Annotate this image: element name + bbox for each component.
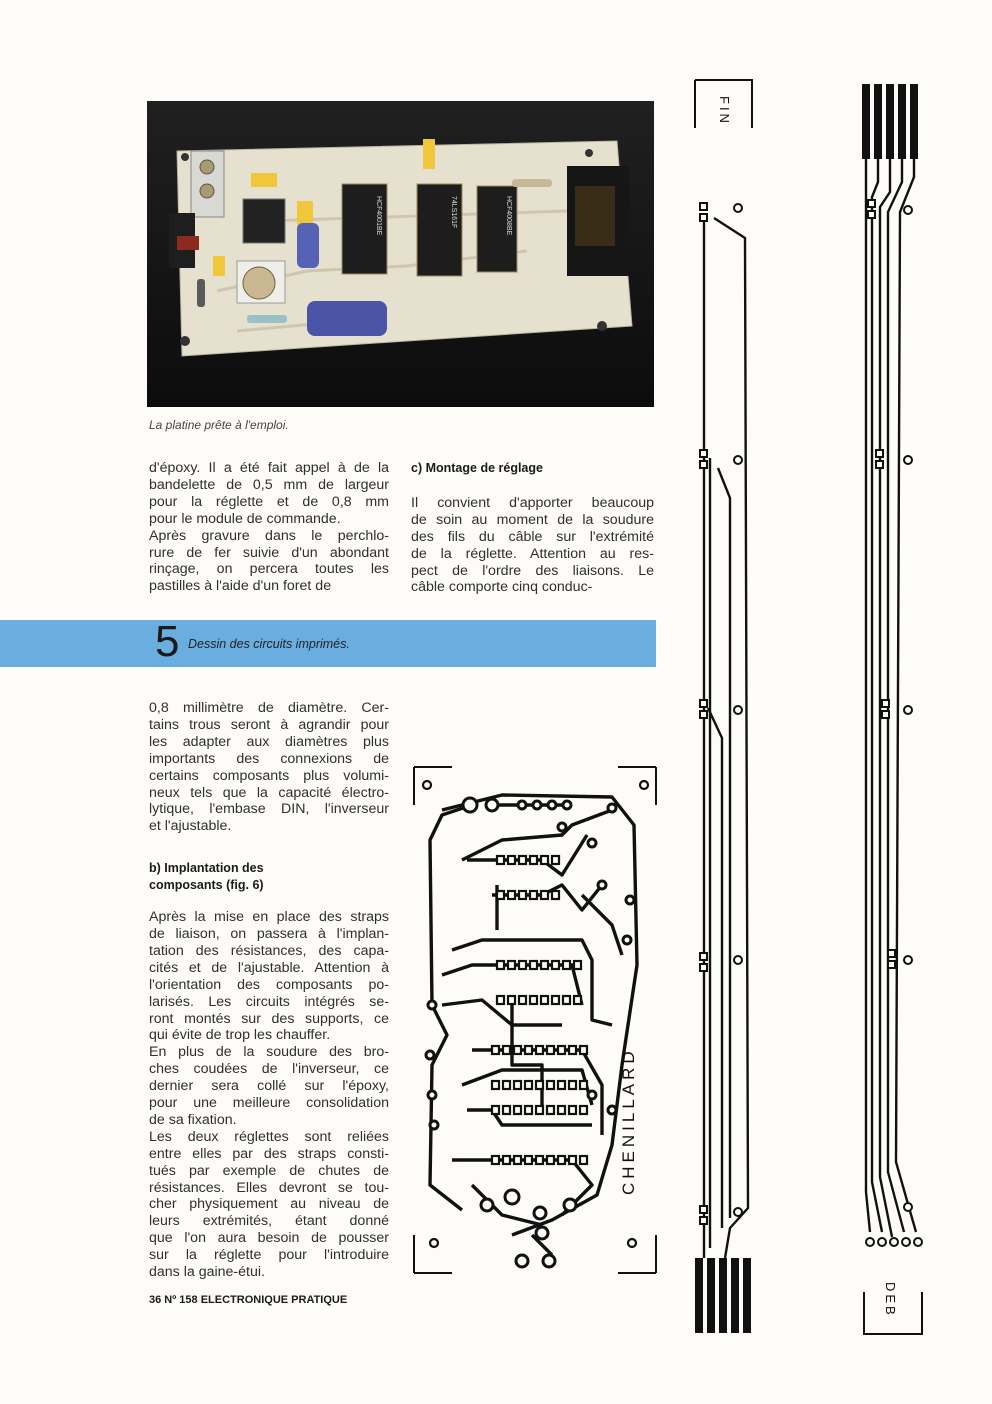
pcb-pad bbox=[552, 961, 559, 969]
section-heading-b-2: composants (fig. 6) bbox=[149, 878, 264, 893]
pcb-pad bbox=[563, 961, 570, 969]
text-line: neux tels que la capacité électro- bbox=[149, 784, 389, 801]
pcb-pad bbox=[525, 1046, 532, 1054]
pcb-pad bbox=[574, 996, 581, 1004]
text-line: tation des résistances, des capa- bbox=[149, 942, 389, 959]
pcb-pad bbox=[530, 891, 537, 899]
pcb-pad bbox=[519, 961, 526, 969]
pcb-pad bbox=[558, 1156, 565, 1164]
text-line: larisés. Les circuits intégrés se- bbox=[149, 993, 389, 1010]
text-line: d'époxy. Il a été fait appel à de la bbox=[149, 460, 389, 476]
text-line: dernier sera collé sur l'époxy, bbox=[149, 1078, 389, 1095]
chip-label-1: HCF4001BE bbox=[375, 196, 382, 236]
text-line: Après la mise en place des straps bbox=[149, 909, 389, 926]
pcb-command-module bbox=[412, 765, 660, 1275]
pcb-pad bbox=[547, 1106, 554, 1114]
pcb-pad bbox=[569, 1081, 576, 1089]
pcb-pad bbox=[514, 1106, 521, 1114]
pcb-pad bbox=[503, 1106, 510, 1114]
pcb-pad bbox=[580, 1106, 587, 1114]
text-line: de sa fixation. bbox=[149, 1111, 237, 1128]
pcb-pad bbox=[547, 1046, 554, 1054]
pcb-strip-deb bbox=[860, 82, 930, 1337]
text-line: Les deux réglettes sont reliées bbox=[149, 1128, 389, 1145]
text-line: de liaison, on passera à l'implan- bbox=[149, 925, 389, 942]
page-footer: 36 Nº 158 ELECTRONIQUE PRATIQUE bbox=[149, 1294, 348, 1306]
board-photo bbox=[147, 101, 654, 407]
pcb-pad bbox=[563, 996, 570, 1004]
text-column-left-top bbox=[149, 460, 389, 595]
pcb-pad bbox=[536, 1106, 543, 1114]
pcb-pad bbox=[541, 856, 548, 864]
pcb-pad bbox=[514, 1156, 521, 1164]
pcb-pad bbox=[541, 996, 548, 1004]
text-line: et l'ajustable. bbox=[149, 818, 232, 835]
pcb-pad bbox=[574, 961, 581, 969]
text-line: résistances. Elles devront se tou- bbox=[149, 1179, 389, 1196]
text-line: leurs extrémités, étant donné bbox=[149, 1213, 389, 1230]
text-column-left-bottom bbox=[149, 700, 389, 1281]
pcb-pad bbox=[552, 856, 559, 864]
pcb-pad bbox=[508, 891, 515, 899]
text-line: importants des connexions de bbox=[149, 750, 389, 767]
pcb-pad bbox=[541, 891, 548, 899]
section-heading-c: c) Montage de réglage bbox=[411, 461, 543, 475]
pcb-pad bbox=[492, 1046, 499, 1054]
pcb-pad bbox=[536, 1081, 543, 1089]
section-heading-b-1: b) Implantation des bbox=[149, 861, 264, 876]
pcb-pad bbox=[525, 1106, 532, 1114]
pcb-pad bbox=[519, 856, 526, 864]
pcb-pad bbox=[541, 961, 548, 969]
chip-label-2: 74LS161F bbox=[450, 196, 457, 229]
text-line: que l'on aura besoin de pousser bbox=[149, 1230, 389, 1247]
pcb-pad bbox=[497, 856, 504, 864]
pcb-pad bbox=[569, 1106, 576, 1114]
pcb-pad bbox=[503, 1156, 510, 1164]
pcb-pad bbox=[536, 1046, 543, 1054]
pcb-pad bbox=[569, 1156, 576, 1164]
text-line: bandelette de 0,5 mm de largeur bbox=[149, 476, 389, 493]
pcb-pad bbox=[497, 996, 504, 1004]
text-line: entre elles par des straps consti- bbox=[149, 1145, 389, 1162]
text-line: pect de l'ordre des liaisons. Le bbox=[411, 562, 654, 579]
pcb-pad bbox=[503, 1046, 510, 1054]
pcb-pad bbox=[514, 1081, 521, 1089]
text-line: pour le module de commande. bbox=[149, 510, 341, 527]
text-line: Après gravure dans le perchlo- bbox=[149, 527, 389, 544]
pcb-pad bbox=[552, 891, 559, 899]
text-line: 0,8 millimètre de diamètre. Cer- bbox=[149, 700, 389, 716]
pcb-pad bbox=[530, 961, 537, 969]
pcb-pad bbox=[530, 996, 537, 1004]
pcb-board-label: CHENILLARD bbox=[619, 1047, 638, 1195]
text-line: sur la réglette pour l'introduire bbox=[149, 1247, 389, 1264]
text-line: rinçage, on percera toutes les bbox=[149, 561, 389, 578]
pcb-pad bbox=[508, 856, 515, 864]
pcb-strip-fin bbox=[690, 78, 760, 1333]
text-line: ches coudées de l'inverseur, ce bbox=[149, 1061, 389, 1078]
text-line: pour une meilleure consolidation bbox=[149, 1095, 389, 1112]
pcb-pad bbox=[525, 1156, 532, 1164]
text-line: cités et de l'ajustable. Attention à bbox=[149, 959, 389, 976]
pcb-pad bbox=[558, 1081, 565, 1089]
figure-number: 5 bbox=[155, 617, 180, 666]
pcb-pad bbox=[492, 1156, 499, 1164]
text-line: tains trous seront à agrandir pour bbox=[149, 716, 389, 733]
chip-label-3: HCF4008BE bbox=[505, 196, 512, 236]
pcb-pad bbox=[503, 1081, 510, 1089]
text-line: En plus de la soudure des bro- bbox=[149, 1044, 389, 1061]
pcb-pad bbox=[519, 996, 526, 1004]
pcb-pad bbox=[497, 891, 504, 899]
pcb-pad bbox=[547, 1081, 554, 1089]
text-line: câble comporte cinq conduc- bbox=[411, 579, 593, 596]
text-line: qui évite de trop les chauffer. bbox=[149, 1027, 331, 1044]
text-column-right-top bbox=[411, 460, 654, 596]
text-line: les adapter aux diamètres plus bbox=[149, 733, 389, 750]
pcb-pad bbox=[580, 1046, 587, 1054]
text-line: de la réglette. Attention au res- bbox=[411, 545, 654, 562]
text-line: dans la gaine-étui. bbox=[149, 1264, 265, 1281]
text-line: Il convient d'apporter beaucoup bbox=[411, 494, 654, 511]
pcb-pad bbox=[536, 1156, 543, 1164]
text-line: tués par exemple de chutes de bbox=[149, 1162, 389, 1179]
pcb-pad bbox=[514, 1046, 521, 1054]
pcb-pad bbox=[547, 1156, 554, 1164]
pcb-pad bbox=[558, 1106, 565, 1114]
photo-caption: La platine prête à l'emploi. bbox=[149, 418, 289, 432]
text-line: cher physiquement au niveau de bbox=[149, 1196, 389, 1213]
text-line: de soin au moment de la soudure bbox=[411, 511, 654, 528]
text-line: pastilles à l'aide d'un foret de bbox=[149, 578, 332, 595]
pcb-pad bbox=[525, 1081, 532, 1089]
pcb-pad bbox=[580, 1081, 587, 1089]
text-line: pour la réglette et de 0,8 mm bbox=[149, 493, 389, 510]
pcb-pad bbox=[530, 856, 537, 864]
pcb-pad bbox=[492, 1081, 499, 1089]
text-line: certains composants plus volumi- bbox=[149, 767, 389, 784]
text-line: des fils du câble sur l'extrémité bbox=[411, 528, 654, 545]
pcb-pad bbox=[497, 961, 504, 969]
pcb-pad bbox=[580, 1156, 587, 1164]
pcb-pad bbox=[519, 891, 526, 899]
text-line: lytique, l'embase DIN, l'inverseur bbox=[149, 801, 389, 818]
pcb-pad bbox=[552, 996, 559, 1004]
strip-deb-label: DEB bbox=[883, 1282, 898, 1318]
board-photo-drawing bbox=[147, 101, 654, 407]
pcb-pad bbox=[508, 996, 515, 1004]
text-line: rure de fer suivie d'un abondant bbox=[149, 544, 389, 561]
strip-fin-label: FIN bbox=[717, 96, 732, 126]
text-line: l'orientation des composants po- bbox=[149, 976, 389, 993]
pcb-pad bbox=[558, 1046, 565, 1054]
pcb-pad bbox=[508, 961, 515, 969]
pcb-pad bbox=[569, 1046, 576, 1054]
text-line: ront montés sur des supports, ce bbox=[149, 1010, 389, 1027]
figure-title: Dessin des circuits imprimés. bbox=[188, 637, 350, 651]
pcb-pad bbox=[492, 1106, 499, 1114]
